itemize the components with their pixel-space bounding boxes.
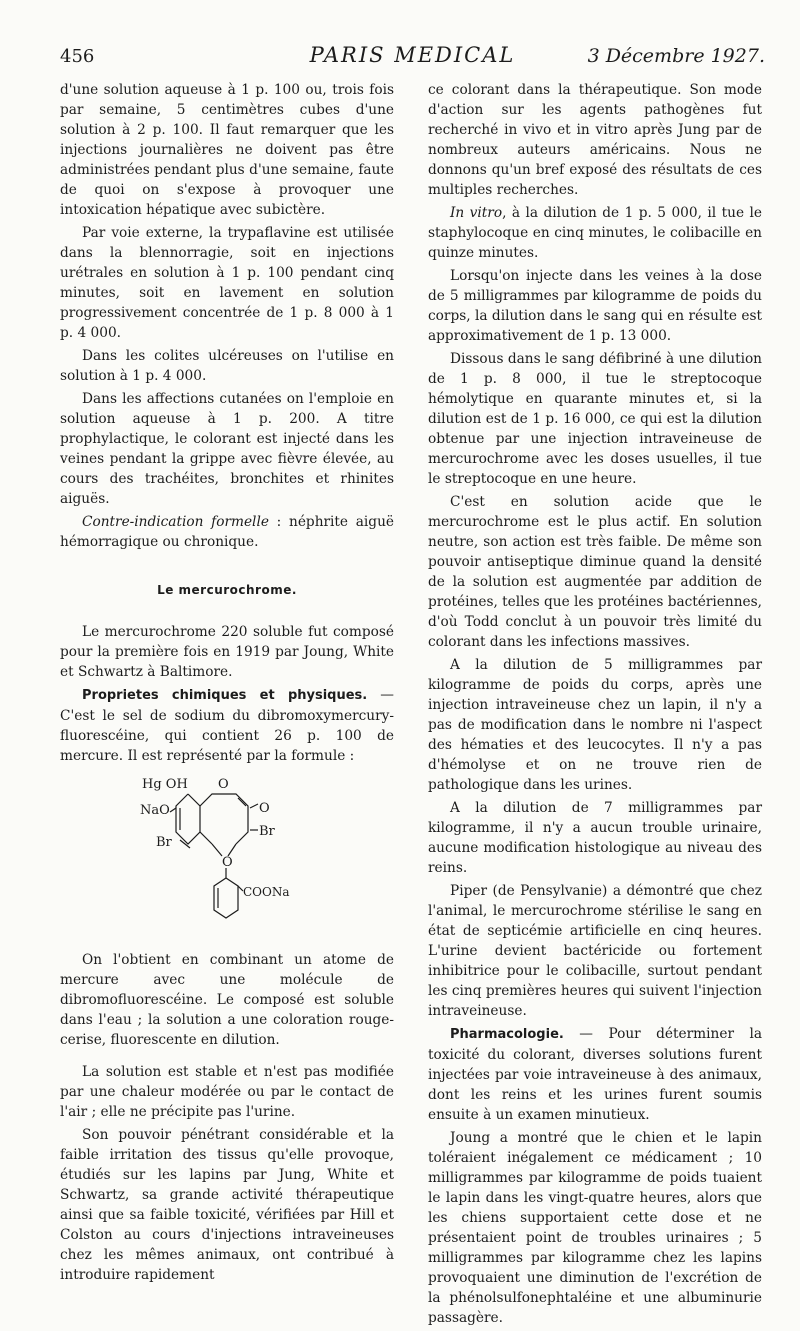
formula-o-bridge: O (222, 855, 233, 870)
paragraph: Joung a montré que le chien et le lapin toléraient inégalement ce médicament ; 10 milligrammes par kilogramme de poids tuaient le lapin dans les vingt-quatre heures, alors que les chiens supportaient cette dose et ne présentaient point de troubles urinaires ; 5 milligrammes par kilogramme chez les lapins provoquaient une diminution de l'excrétion de la phénolsulfonephtaléine et une albuminurie passagère. (428, 1130, 762, 1326)
formula-br-right: Br (259, 824, 275, 839)
formula-br-left: Br (156, 835, 172, 850)
paragraph: A la dilution de 5 milligrammes par kilogramme de poids du corps, après une injection intraveineuse chez un lapin, il n'y a pas de modification dans le nombre ni l'aspect des hématies et des leucocytes. Il n'y a pas d'hémolyse et on ne trouve rien de pathologique dans les urines. (428, 657, 762, 793)
chemical-formula (60, 774, 394, 924)
properties-text: — C'est le sel de sodium du dibromoxymercury-fluorescéine, qui contient 26 p. 100 de mercure. Il est représenté par la formule : (60, 687, 394, 764)
paragraph (60, 512, 394, 552)
paragraph: On l'obtient en combinant un atome de mercure avec une molécule de dibromofluorescéine. Le composé est soluble dans l'eau ; la solution a une coloration rouge-cerise, fluorescente en dilution. (60, 952, 394, 1048)
paragraph: Dans les colites ulcéreuses on l'utilise en solution à 1 p. 4 000. (60, 348, 394, 384)
left-column (60, 80, 394, 1288)
contraindication-label: Contre-indication formelle (82, 514, 269, 530)
journal-title: PARIS MEDICAL (309, 43, 516, 67)
paragraph: Le mercurochrome 220 soluble fut composé pour la première fois en 1919 par Joung, White et Schwartz à Baltimore. (60, 624, 394, 680)
paragraph: A la dilution de 7 milligrammes par kilogramme, il n'y a aucun trouble urinaire, aucune modification histologique au niveau des reins. (428, 800, 762, 876)
paragraph: Par voie externe, la trypaflavine est utilisée dans la blennorragie, soit en injections urétrales en solution à 1 p. 100 pendant cinq minutes, soit en lavement en solution progressivement concentrée de 1 p. 8 000 à 1 p. 4 000. (60, 225, 394, 341)
mercurochrome-structure-diagram (140, 774, 320, 924)
paragraph: Lorsqu'on injecte dans les veines à la dose de 5 milligrammes par kilogramme de poids du corps, la dilution dans le sang qui en résulte est approximativement de 1 p. 13 000. (428, 268, 762, 344)
pharmacology-text: — Pour déterminer la toxicité du colorant, diverses solutions furent injectées par voie intraveineuse à des animaux, dont les reins et les urines furent soumis ensuite à un examen minutieux. (428, 1026, 762, 1123)
paragraph: C'est en solution acide que le mercurochrome est le plus actif. En solution neutre, son action est très faible. De même son pouvoir antiseptique diminue quand la densité de la solution est augmentée par addition de protéines, telles que les protéines bactériennes, d'où Todd conclut à un pouvoir très limité du colorant dans les infections massives. (428, 494, 763, 650)
in-vitro-text: , à la dilution de 1 p. 5 000, il tue le staphylocoque en cinq minutes, le colibacille en quinze minutes. (428, 205, 762, 261)
page-number: 456 (60, 46, 95, 67)
paragraph (428, 203, 762, 263)
paragraph: ce colorant dans la thérapeutique. Son mode d'action sur les agents pathogènes fut recherché in vivo et in vitro après Jung par de nombreux auteurs américains. Nous ne donnons qu'un bref exposé des résultats de ces multiples recherches. (428, 82, 762, 198)
in-vitro-label: In vitro (450, 205, 503, 221)
paragraph: Son pouvoir pénétrant considérable et la faible irritation des tissus qu'elle provoque, étudiés sur les lapins par Jung, White et Schwartz, sa grande activité thérapeutique ainsi que sa faible toxicité, vérifiées par Hill et Colston au cours d'injections intraveineuses chez les mêmes animaux, ont contribué à introduire rapidement (60, 1127, 394, 1283)
formula-coona: COONa (243, 885, 290, 899)
contraindication-text: : néphrite aiguë hémorragique ou chronique. (60, 514, 394, 550)
paragraph: Piper (de Pensylvanie) a démontré que chez l'animal, le mercurochrome stérilise le sang en état de septicémie artificielle en cinq heures. L'urine devient bactéricide ou fortement inhibitrice pour le colibacille, surtout pendant les cinq premières heures qui suivent l'injection intraveineuse. (428, 883, 762, 1019)
pharmacology-heading: Pharmacologie. (450, 1027, 564, 1042)
formula-o-right: O (259, 801, 270, 816)
paragraph: Dans les affections cutanées on l'emploie en solution aqueuse à 1 p. 200. A titre prophylactique, le colorant est injecté dans les veines pendant la grippe avec fièvre élevée, au cours des trachéites, bronchites et rhinites aiguës. (60, 391, 394, 507)
paragraph: Dissous dans le sang défibriné à une dilution de 1 p. 8 000, il tue le streptocoque hémolytique en quarante minutes et, si la dilution est de 1 p. 16 000, ce qui est la dilution obtenue par une injection intraveineuse de mercurochrome avec les doses usuelles, il tue le streptocoque en une heure. (428, 351, 762, 487)
issue-date: 3 Décembre 1927. (587, 45, 765, 67)
properties-heading: Proprietes chimiques et physiques. (82, 688, 368, 703)
page-header (60, 40, 765, 72)
formula-hg-oh: Hg OH (142, 777, 188, 792)
right-column (428, 80, 762, 1331)
formula-o-top: O (218, 777, 229, 792)
paragraph: d'une solution aqueuse à 1 p. 100 ou, trois fois par semaine, 5 centimètres cubes d'une solution à 2 p. 100. Il faut remarquer que les injections journalières ne doivent pas être administrées pendant plus d'une semaine, faute de quoi on s'expose à provoquer une intoxication hépatique avec subictère. (60, 82, 394, 218)
paragraph (60, 685, 394, 766)
paragraph (428, 1024, 762, 1125)
paragraph: La solution est stable et n'est pas modifiée par une chaleur modérée ou par le contact de l'air ; elle ne précipite pas l'urine. (60, 1064, 394, 1120)
formula-nao: NaO (140, 803, 170, 818)
section-title: Le mercurochrome. (157, 583, 297, 597)
